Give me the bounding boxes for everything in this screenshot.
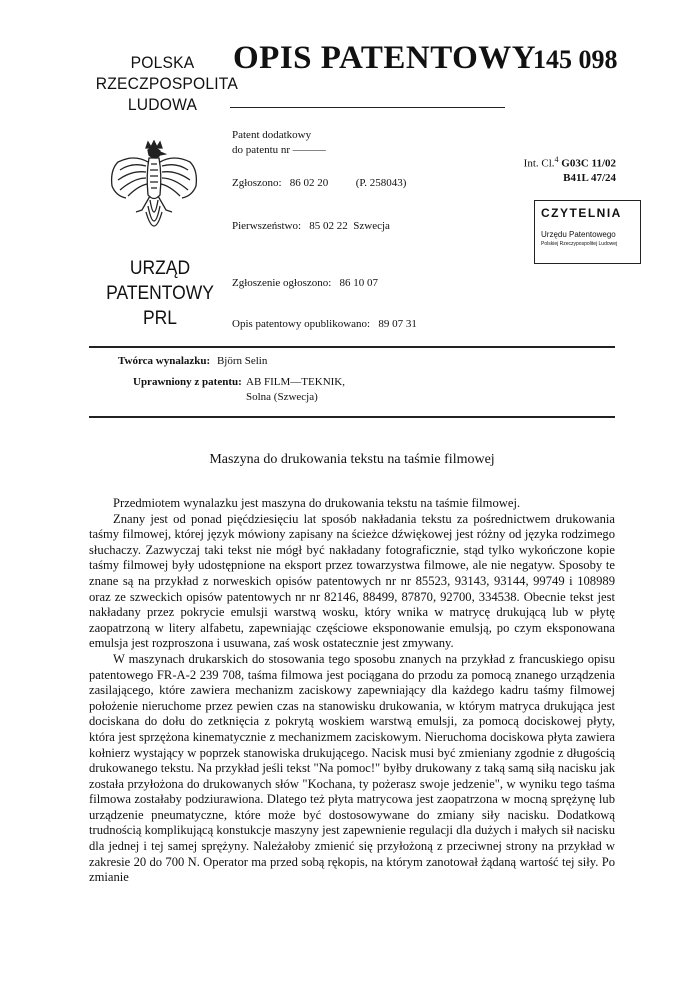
description-body <box>89 496 615 886</box>
inventor-row <box>118 354 267 369</box>
paragraph-3: W maszynach drukarskich do stosowania tego sposobu znanych na przykład z francuskiego opisu patentowego FR-A-2 239 708, taśma filmowa jest pociągana do przodu za pomocą znanego urządzenia zasilającego, które zawiera mechanizm zaciskowy zapewniający dla każdego kadru taśmy filmowej położenie nieruchome przez pewien czas na stanowisku drukowania, w którym matryca drukująca jest dociskana do dołu do zetknięcia z pokrytą woskiem warstwą emulsji, za pomocą dociskowej płyty, która jest sprzężona kinematycznie z mechanizmem zaciskowym. Nieruchoma dociskowa płyta zawiera kołnierz wystający w poprzek stanowiska drukującego. Nacisk musi być zmieniany zgodnie z długością drukowanego tekstu. Na przykład jeśli tekst "Na pomoc!" byłby drukowany z taką samą siłą nacisku jak została przyłożona do drukowanych słów "Kochana, ty pożerasz swoje jedzenie", w wyniku tego taśma filmowa zostałaby podziurawiona. Dlatego też płyta matrycowa jest zaopatrzona w mocną sprężynę lub urządzenie pneumatyczne, które może być dostosowywane do zmiany siły nacisku. Dodatkową trudnością komplikującą konstukcje maszyny jest zapewnienie regulacji dla dużych i małych sił nacisku dla jednej i tej samej sprężyny. Należałoby zmienić się przyłożoną z przeciwnej strony na przykład w zakresie 20 do 700 N. Operator ma przed sobą rękopis, na którym zanotował żądaną wartość tej siły. Po zmianie <box>89 651 615 885</box>
priority-date: Pierwszeństwo: 85 02 22 Szwecja <box>232 220 390 232</box>
int-classification <box>498 153 616 185</box>
int-cl-label: Int. Cl. <box>523 157 555 170</box>
stamp-heading: CZYTELNIA <box>541 206 622 220</box>
parent-patent-number: do patentu nr ——— <box>232 144 326 156</box>
int-cl-edition: 4 <box>554 155 559 164</box>
parties-divider <box>89 416 615 418</box>
paragraph-1: Przedmiotem wynalazku jest maszyna do drukowania tekstu na taśmie filmowej. <box>113 496 521 510</box>
announcement-date: Zgłoszenie ogłoszono: 86 10 07 <box>232 277 379 289</box>
additional-patent-label: Patent dodatkowy <box>232 129 312 141</box>
header-divider <box>89 346 615 348</box>
holder-name: AB FILM—TEKNIK, <box>246 376 345 388</box>
office-line-3: PRL <box>142 308 178 329</box>
patent-number: 145 098 <box>533 45 618 74</box>
country-name <box>95 52 239 115</box>
inventor-name: Björn Selin <box>216 355 268 367</box>
publication-date: Opis patentowy opublikowano: 89 07 31 <box>232 318 417 330</box>
holder-label: Uprawniony z patentu: <box>133 376 242 388</box>
document-title: OPIS PATENTOWY <box>233 40 537 76</box>
country-line-3: LUDOWA <box>127 95 198 114</box>
holder-location: Solna (Szwecja) <box>246 391 318 403</box>
country-line-2: RZECZPOSPOLITA <box>95 74 239 93</box>
library-stamp <box>534 200 641 264</box>
patent-office-name <box>91 256 229 331</box>
invention-title: Maszyna do drukowania tekstu na taśmie filmowej <box>209 452 495 467</box>
int-cl-code-2: B41L 47/24 <box>563 171 616 184</box>
office-line-2: PATENTOWY <box>106 283 214 304</box>
office-line-1: URZĄD <box>129 258 191 279</box>
stamp-line-1: Urzędu Patentowego <box>541 230 616 239</box>
title-divider <box>230 107 505 108</box>
stamp-line-2: Polskiej Rzeczypospolitej Ludowej <box>541 241 618 247</box>
country-line-1: POLSKA <box>130 53 195 72</box>
inventor-label: Twórca wynalazku: <box>118 355 211 367</box>
eagle-emblem-icon <box>106 140 202 242</box>
int-cl-code-1: G03C 11/02 <box>561 157 616 170</box>
filing-date: Zgłoszono: 86 02 20 (P. 258043) <box>232 177 407 189</box>
paragraph-2: Znany jest od ponad pięćdziesięciu lat sposób nakładania tekstu za pośrednictwem drukowania taśmy filmowej, której język mówiony zapisany na ścieżce dźwiękowej jest różny od języka rodzimego słuchaczy. Zazwyczaj taki tekst nie mógł być nakładany fotograficznie, stąd tylko wykończone kopie taśmy filmowej były udostępnione na eksport przez towarzystwa filmowe, ale nie negatyw. Sposoby te znane są na przykład z norweskich opisów patentowych nr nr 85523, 93143, 93144, 99749 i 108989 oraz ze szweckich opisów patentowych nr nr 82146, 88499, 87870, 92700, 334538. Obecnie tekst jest nakładany przez pokrycie emulsji warstwą wosku, który wnika w matrycę drukującą lub w płytę zaopatrzoną w litery alfabetu, zapewniając częściowe eksponowanie emulsją, po czym eksponowana emulsja jest rozproszona i usuwana, zaś wosk ostatecznie jest zmywany. <box>89 511 615 651</box>
